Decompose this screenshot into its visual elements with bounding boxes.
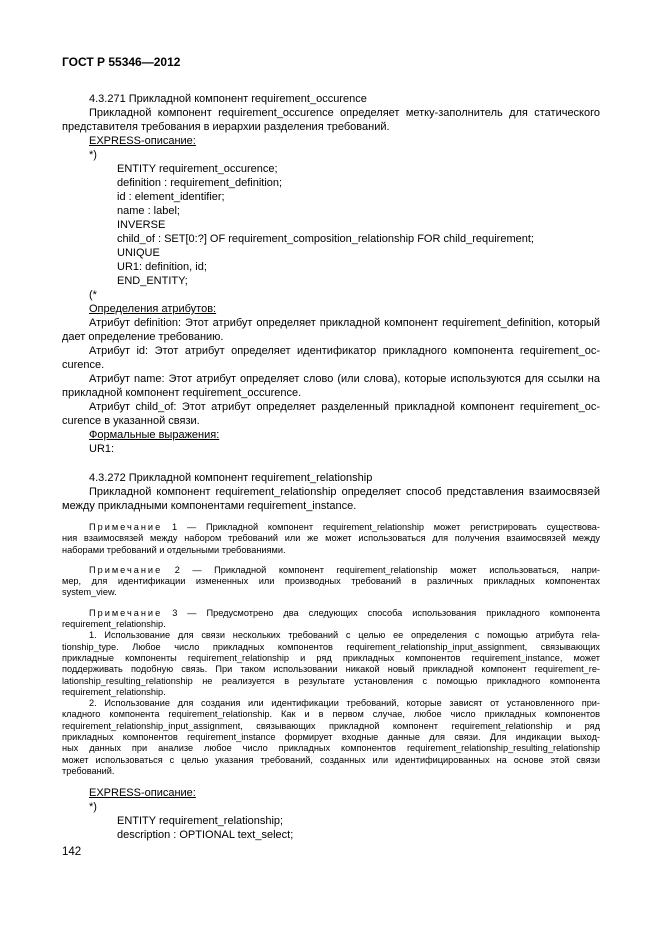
formal-expressions-label: Формальные выражения: bbox=[89, 429, 220, 441]
page-number: 142 bbox=[62, 846, 82, 858]
note-item-1: requirement_relationship. bbox=[62, 686, 166, 697]
code-block-272 bbox=[62, 814, 600, 842]
section-heading-271: 4.3.271 Прикладной компонент requirement_occurence bbox=[89, 93, 367, 105]
express-open-272: *) bbox=[89, 801, 97, 814]
note-item-2: может использоваться с целью указания требований, созданных или идентифицированных на основе этой связи bbox=[62, 754, 600, 765]
express-close-271: (* bbox=[89, 289, 97, 301]
section-intro-271-line2: представителя требования в иерархии разделения требований. bbox=[62, 121, 390, 133]
note-item-2: кладного компонента requirement_relationship. Как и в первом случае, любое число прикладных компонентов bbox=[62, 709, 600, 720]
document-header: ГОСТ Р 55346—2012 bbox=[62, 55, 181, 69]
note-item-2: ных данных при анализе любое число прикладных компонентов requirement_relationship_resulting_relationship bbox=[62, 743, 600, 754]
attributes-label: Определения атрибутов: bbox=[89, 303, 217, 315]
attr-definition-line2: дает определение требованию. bbox=[62, 331, 224, 343]
note-text: наборами требований и отдельными требованиями. bbox=[62, 544, 286, 555]
note-text: Прикладной компонент requirement_relationship может использоваться, напри- bbox=[214, 564, 600, 575]
note-text: requirement_relationship. bbox=[62, 619, 166, 630]
code-line: UR1: definition, id; bbox=[117, 261, 207, 273]
note-item-1: прикладные компоненты requirement_relationship и ряд прикладных компонентов requirement_instance, может bbox=[62, 652, 600, 663]
attr-name-line2: прикладной компонент requirement_occurence. bbox=[62, 387, 302, 399]
note-text: мер, для идентификации измененных или производных требований в различных прикладных компонентах bbox=[62, 576, 600, 587]
code-line: ENTITY requirement_occurence; bbox=[117, 163, 278, 175]
section-intro-272-line1: Прикладной компонент requirement_relationship определяет способ представления взаимосвязей bbox=[89, 486, 600, 498]
section-intro-272-line2: между прикладными компонентами requirement_instance. bbox=[62, 500, 357, 512]
note-item-2: 2. Использование для создания или идентификации требований, которые зависят от установленного при- bbox=[89, 698, 600, 709]
attr-definition-line1: Атрибут definition: Этот атрибут определяет прикладной компонент requirement_definition, который bbox=[89, 317, 600, 329]
formal-ur1: UR1: bbox=[89, 443, 115, 455]
attr-child-of-line2: curence в указанной связи. bbox=[62, 415, 200, 427]
note-item-1: lationship_resulting_relationship не реализуется в результате установления с помощью прикладного компонента bbox=[62, 675, 600, 686]
note-word: Примечание bbox=[89, 564, 163, 575]
section-intro-271-line1: Прикладной компонент requirement_occurence определяет метку-заполнитель для статического bbox=[89, 107, 600, 119]
note-number: 1 — bbox=[172, 522, 197, 532]
note-1 bbox=[62, 522, 600, 556]
note-number: 2 — bbox=[174, 564, 202, 575]
note-item-1: tionship_type. Любое число прикладных компонентов requirement_relationship_input_assignment, связывающих bbox=[62, 641, 600, 652]
note-number: 3 — bbox=[172, 607, 197, 618]
code-line: description : OPTIONAL text_select; bbox=[117, 829, 294, 842]
note-text: ния взаимосвязей между набором требований или же может использоваться для получения взаимосвязей между bbox=[62, 533, 600, 544]
section-heading-272: 4.3.272 Прикладной компонент requirement_relationship bbox=[89, 472, 373, 484]
note-word: Примечание bbox=[89, 522, 163, 532]
code-line: ENTITY requirement_relationship; bbox=[117, 815, 284, 828]
express-label-271: EXPRESS-описание: bbox=[89, 135, 196, 147]
note-text: Предусмотрено два следующих способа использования прикладного компонента bbox=[206, 607, 600, 618]
note-2 bbox=[62, 565, 600, 599]
note-word: Примечание bbox=[89, 607, 163, 618]
attr-id-line1: Атрибут id: Этот атрибут определяет идентификатор прикладного компонента requirement_oc- bbox=[89, 345, 600, 357]
code-line: END_ENTITY; bbox=[117, 275, 188, 287]
code-line: INVERSE bbox=[117, 219, 166, 231]
code-line: id : element_identifier; bbox=[117, 191, 225, 203]
code-line: child_of : SET[0:?] OF requirement_composition_relationship FOR child_requirement; bbox=[117, 233, 534, 245]
note-item-2: requirement_relationship_input_assignment, связывающих прикладной компонент requirement_relationship и ряд bbox=[62, 720, 600, 731]
page-body bbox=[62, 92, 600, 842]
note-3 bbox=[62, 608, 600, 777]
attr-id-line2: curence. bbox=[62, 359, 105, 371]
note-item-2: требований. bbox=[62, 765, 115, 776]
code-line: UNIQUE bbox=[117, 247, 160, 259]
code-line: definition : requirement_definition; bbox=[117, 177, 283, 189]
note-text: system_view. bbox=[62, 587, 117, 598]
note-item-2: прикладных компонентов requirement_instance формирует входные данные для связи. Для индикации выход- bbox=[62, 732, 600, 743]
note-item-1: 1. Использование для связи нескольких требований с целью ее определения с помощью атрибута rela- bbox=[89, 630, 600, 641]
express-label-272: EXPRESS-описание: bbox=[89, 787, 196, 800]
express-open-271: *) bbox=[89, 149, 97, 161]
attr-child-of-line1: Атрибут child_of: Этот атрибут определяет разделенный прикладной компонент requirement_oc- bbox=[89, 401, 600, 413]
code-block-271 bbox=[62, 162, 600, 288]
note-item-1: поддерживать подобную связь. При таком использовании никакой новый прикладной компонент requirement_re- bbox=[62, 664, 600, 675]
note-text: Прикладной компонент requirement_relationship может регистрировать существова- bbox=[205, 522, 600, 532]
attr-name-line1: Атрибут name: Этот атрибут определяет слово (или слова), которые используются для ссылки на bbox=[89, 373, 600, 385]
code-line: name : label; bbox=[117, 205, 180, 217]
